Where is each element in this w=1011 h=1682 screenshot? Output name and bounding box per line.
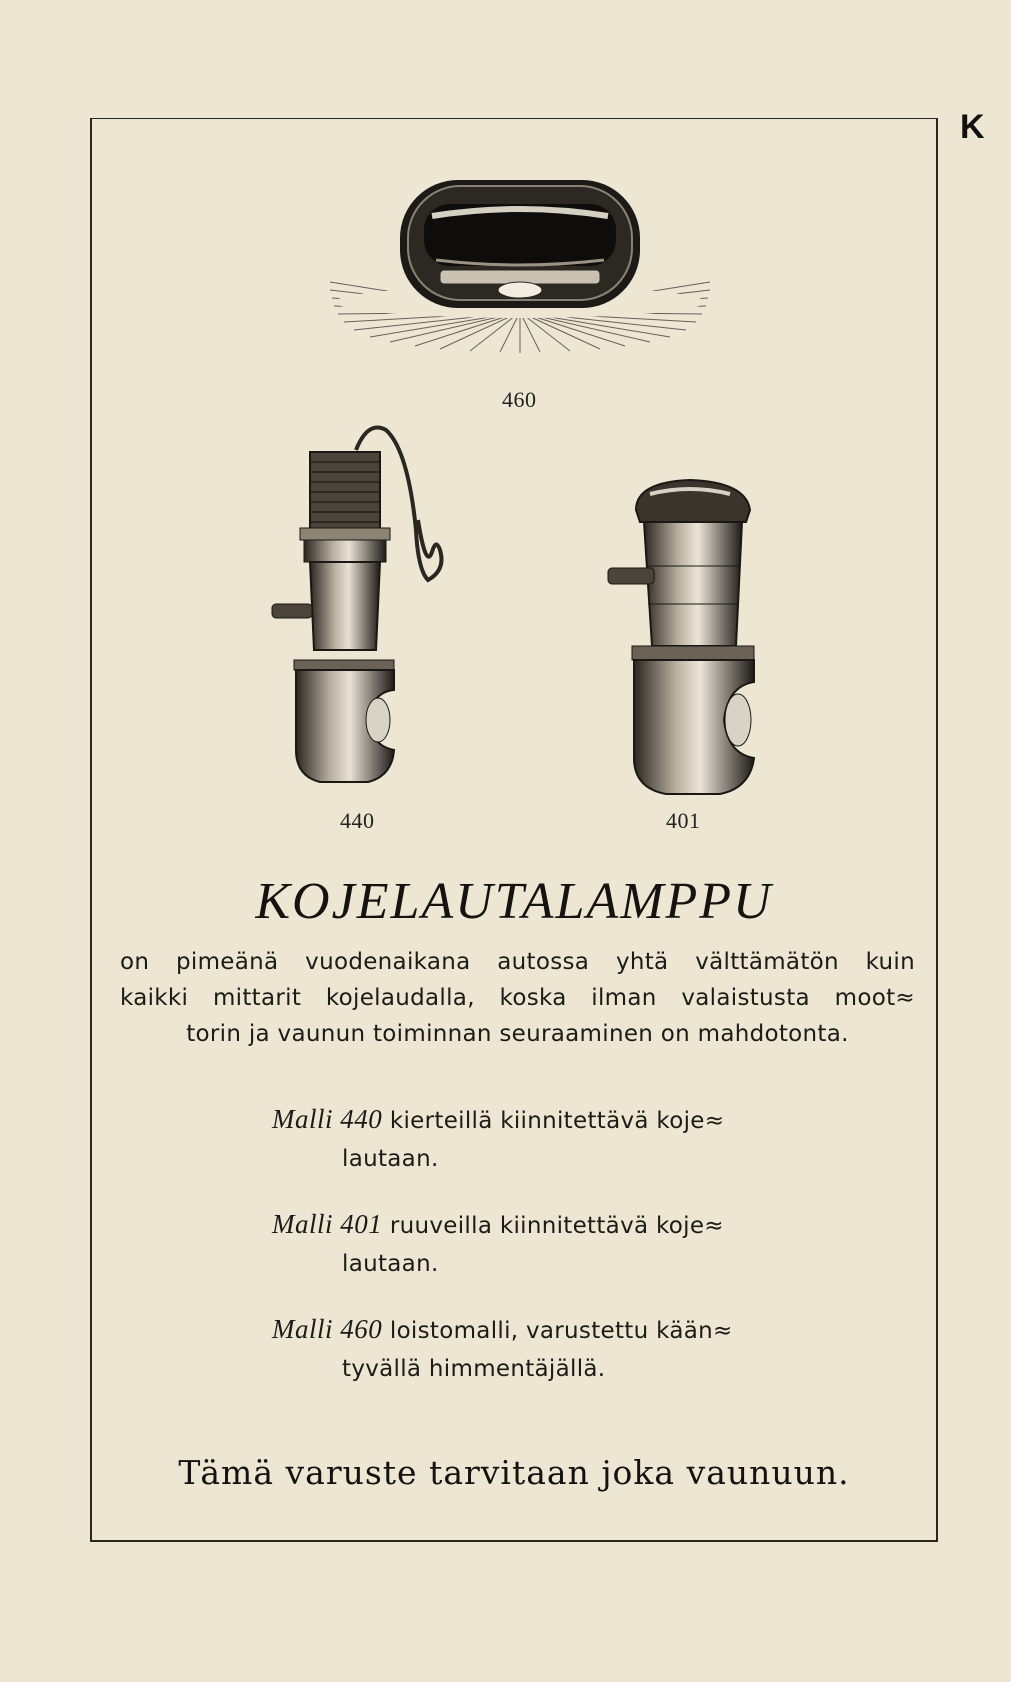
model-text: kierteillä kiinnitettävä koje≈ — [389, 1108, 725, 1134]
lamp-460-caption: 460 — [502, 387, 537, 412]
model-text-continued: tyvällä himmentäjällä. — [342, 1356, 606, 1382]
model-460-description — [272, 1310, 792, 1388]
corner-letter: K — [960, 108, 985, 146]
lamp-460-illustration — [320, 172, 720, 372]
lamp-401-illustration — [600, 476, 780, 806]
model-name: Malli 460 — [272, 1314, 383, 1344]
model-401-description — [272, 1205, 792, 1283]
model-text: loistomalli, varustettu kään≈ — [389, 1318, 733, 1344]
lamp-440-illustration — [268, 420, 468, 800]
model-text-continued: lautaan. — [342, 1251, 439, 1277]
intro-line: torin ja vaunun toiminnan seuraaminen on mahdotonta. — [186, 1021, 849, 1047]
model-name: Malli 440 — [272, 1104, 383, 1134]
model-text-continued: lautaan. — [342, 1146, 439, 1172]
intro-line: kaikki mittarit kojelaudalla, koska ilman valaistusta moot≈ — [120, 985, 915, 1011]
footer-statement: Tämä varuste tarvitaan joka vaunuun. — [178, 1453, 850, 1492]
lamp-401-caption: 401 — [666, 808, 701, 833]
lamp-440-caption: 440 — [340, 808, 375, 833]
intro-line: on pimeänä vuodenaikana autossa yhtä välttämätön kuin — [120, 949, 915, 975]
model-text: ruuveilla kiinnitettävä koje≈ — [389, 1213, 724, 1239]
model-name: Malli 401 — [272, 1209, 383, 1239]
page-title: KOJELAUTALAMPPU — [255, 873, 773, 930]
model-440-description — [272, 1100, 792, 1178]
intro-paragraph — [120, 944, 915, 1052]
